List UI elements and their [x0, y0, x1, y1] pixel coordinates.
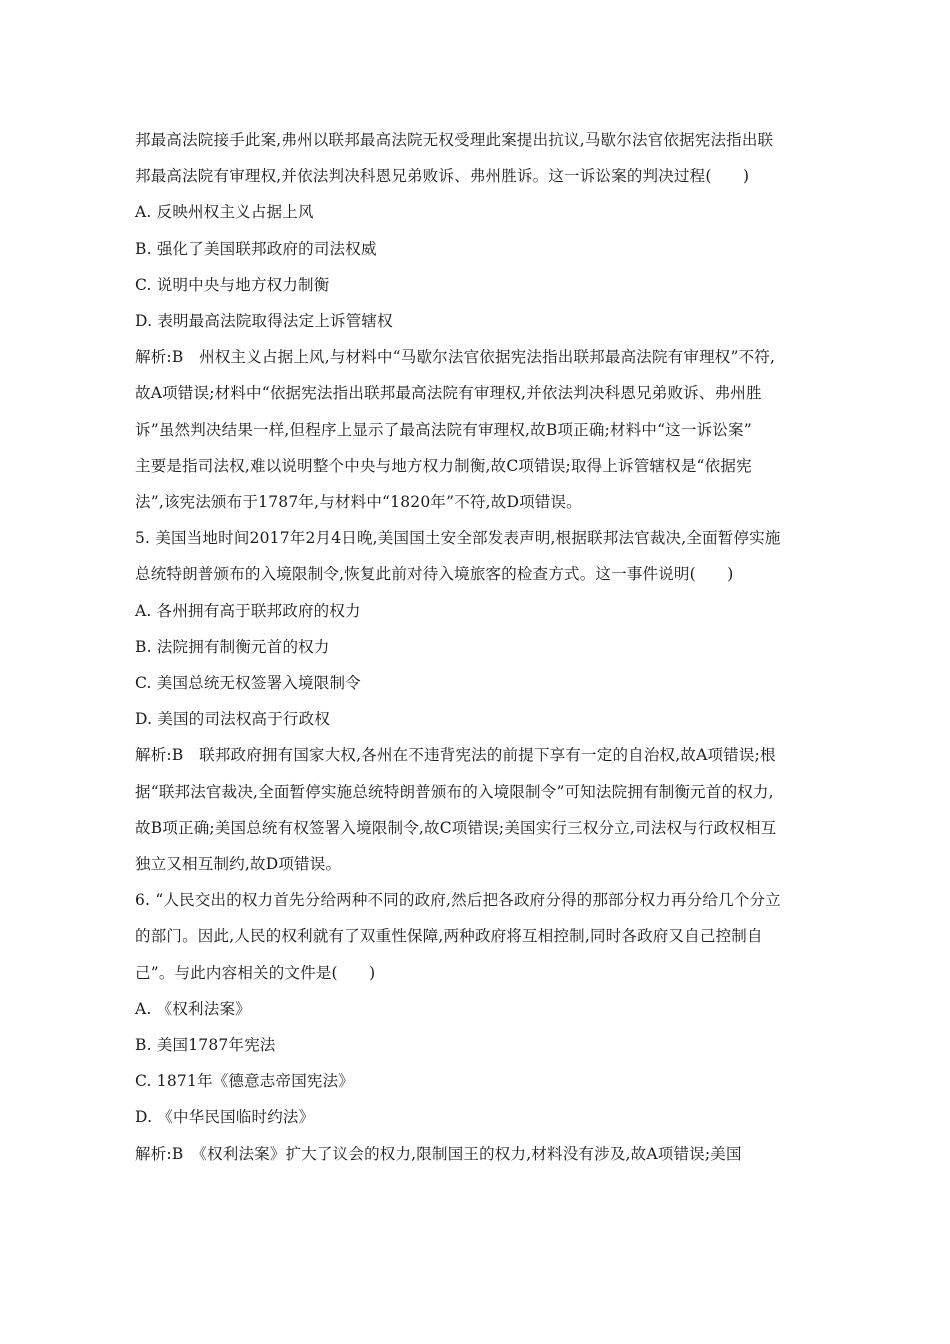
option-b: B. 强化了美国联邦政府的司法权威 — [135, 239, 377, 258]
analysis-line: 解析:B 州权主义占据上风,与材料中“马歇尔法官依据宪法指出联邦最高法院有审理权”不符, — [135, 348, 776, 367]
option-c: C. 1871年《德意志帝国宪法》 — [135, 1072, 355, 1091]
analysis-line: 主要是指司法权,难以说明整个中央与地方权力制衡,故C项错误;取得上诉管辖权是“依据宪 — [135, 456, 752, 475]
option-d: D. 《中华民国临时约法》 — [135, 1108, 315, 1127]
option-b: B. 法院拥有制衡元首的权力 — [135, 637, 330, 656]
text-line: 邦最高法院有审理权,并依法判决科恩兄弟败诉、弗州胜诉。这一诉讼案的判决过程( ) — [135, 167, 750, 186]
option-a: A. 各州拥有高于联邦政府的权力 — [135, 601, 361, 620]
option-d: D. 表明最高法院取得法定上诉管辖权 — [135, 312, 393, 331]
analysis-line: 诉”虽然判决结果一样,但程序上显示了最高法院有审理权,故B项正确;材料中“这一诉讼案” — [135, 420, 752, 439]
analysis-line: 故B项正确;美国总统有权签署入境限制令,故C项错误;美国实行三权分立,司法权与行政权相互 — [135, 818, 777, 837]
document-page — [135, 122, 845, 1172]
option-c: C. 美国总统无权签署入境限制令 — [135, 674, 361, 693]
text-line: 邦最高法院接手此案,弗州以联邦最高法院无权受理此案提出抗议,马歇尔法官依据宪法指出联 — [135, 131, 774, 149]
option-b: B. 美国1787年宪法 — [135, 1036, 276, 1055]
question-6-line: 己”。与此内容相关的文件是( ) — [135, 963, 376, 982]
question-6-line: 6. “人民交出的权力首先分给两种不同的政府,然后把各政府分得的那部分权力再分给几个分立 — [135, 891, 781, 910]
option-c: C. 说明中央与地方权力制衡 — [135, 275, 330, 294]
analysis-line: 解析:B 《权利法案》扩大了议会的权力,限制国王的权力,材料没有涉及,故A项错误;美国 — [135, 1144, 742, 1163]
question-5-line: 总统特朗普颁布的入境限制令,恢复此前对待入境旅客的检查方式。这一事件说明( ) — [135, 565, 734, 584]
option-a: A. 《权利法案》 — [135, 999, 251, 1018]
analysis-line: 独立又相互制约,故D项错误。 — [135, 855, 342, 874]
analysis-line: 解析:B 联邦政府拥有国家大权,各州在不违背宪法的前提下享有一定的自治权,故A项错误;根 — [135, 746, 776, 765]
option-a: A. 反映州权主义占据上风 — [135, 203, 314, 222]
analysis-line: 据“联邦法官裁决,全面暂停实施总统特朗普颁布的入境限制令”可知法院拥有制衡元首的权力, — [135, 782, 774, 801]
option-d: D. 美国的司法权高于行政权 — [135, 710, 331, 729]
question-5-line: 5. 美国当地时间2017年2月4日晚,美国国土安全部发表声明,根据联邦法官裁决,全面暂停实施 — [135, 529, 781, 548]
question-6-line: 的部门。因此,人民的权利就有了双重性保障,两种政府将互相控制,同时各政府又自己控制自 — [135, 927, 763, 946]
analysis-line: 法”,该宪法颁布于1787年,与材料中“1820年”不符,故D项错误。 — [135, 493, 582, 512]
analysis-line: 故A项错误;材料中“依据宪法指出联邦最高法院有审理权,并依法判决科恩兄弟败诉、弗州胜 — [135, 384, 762, 403]
